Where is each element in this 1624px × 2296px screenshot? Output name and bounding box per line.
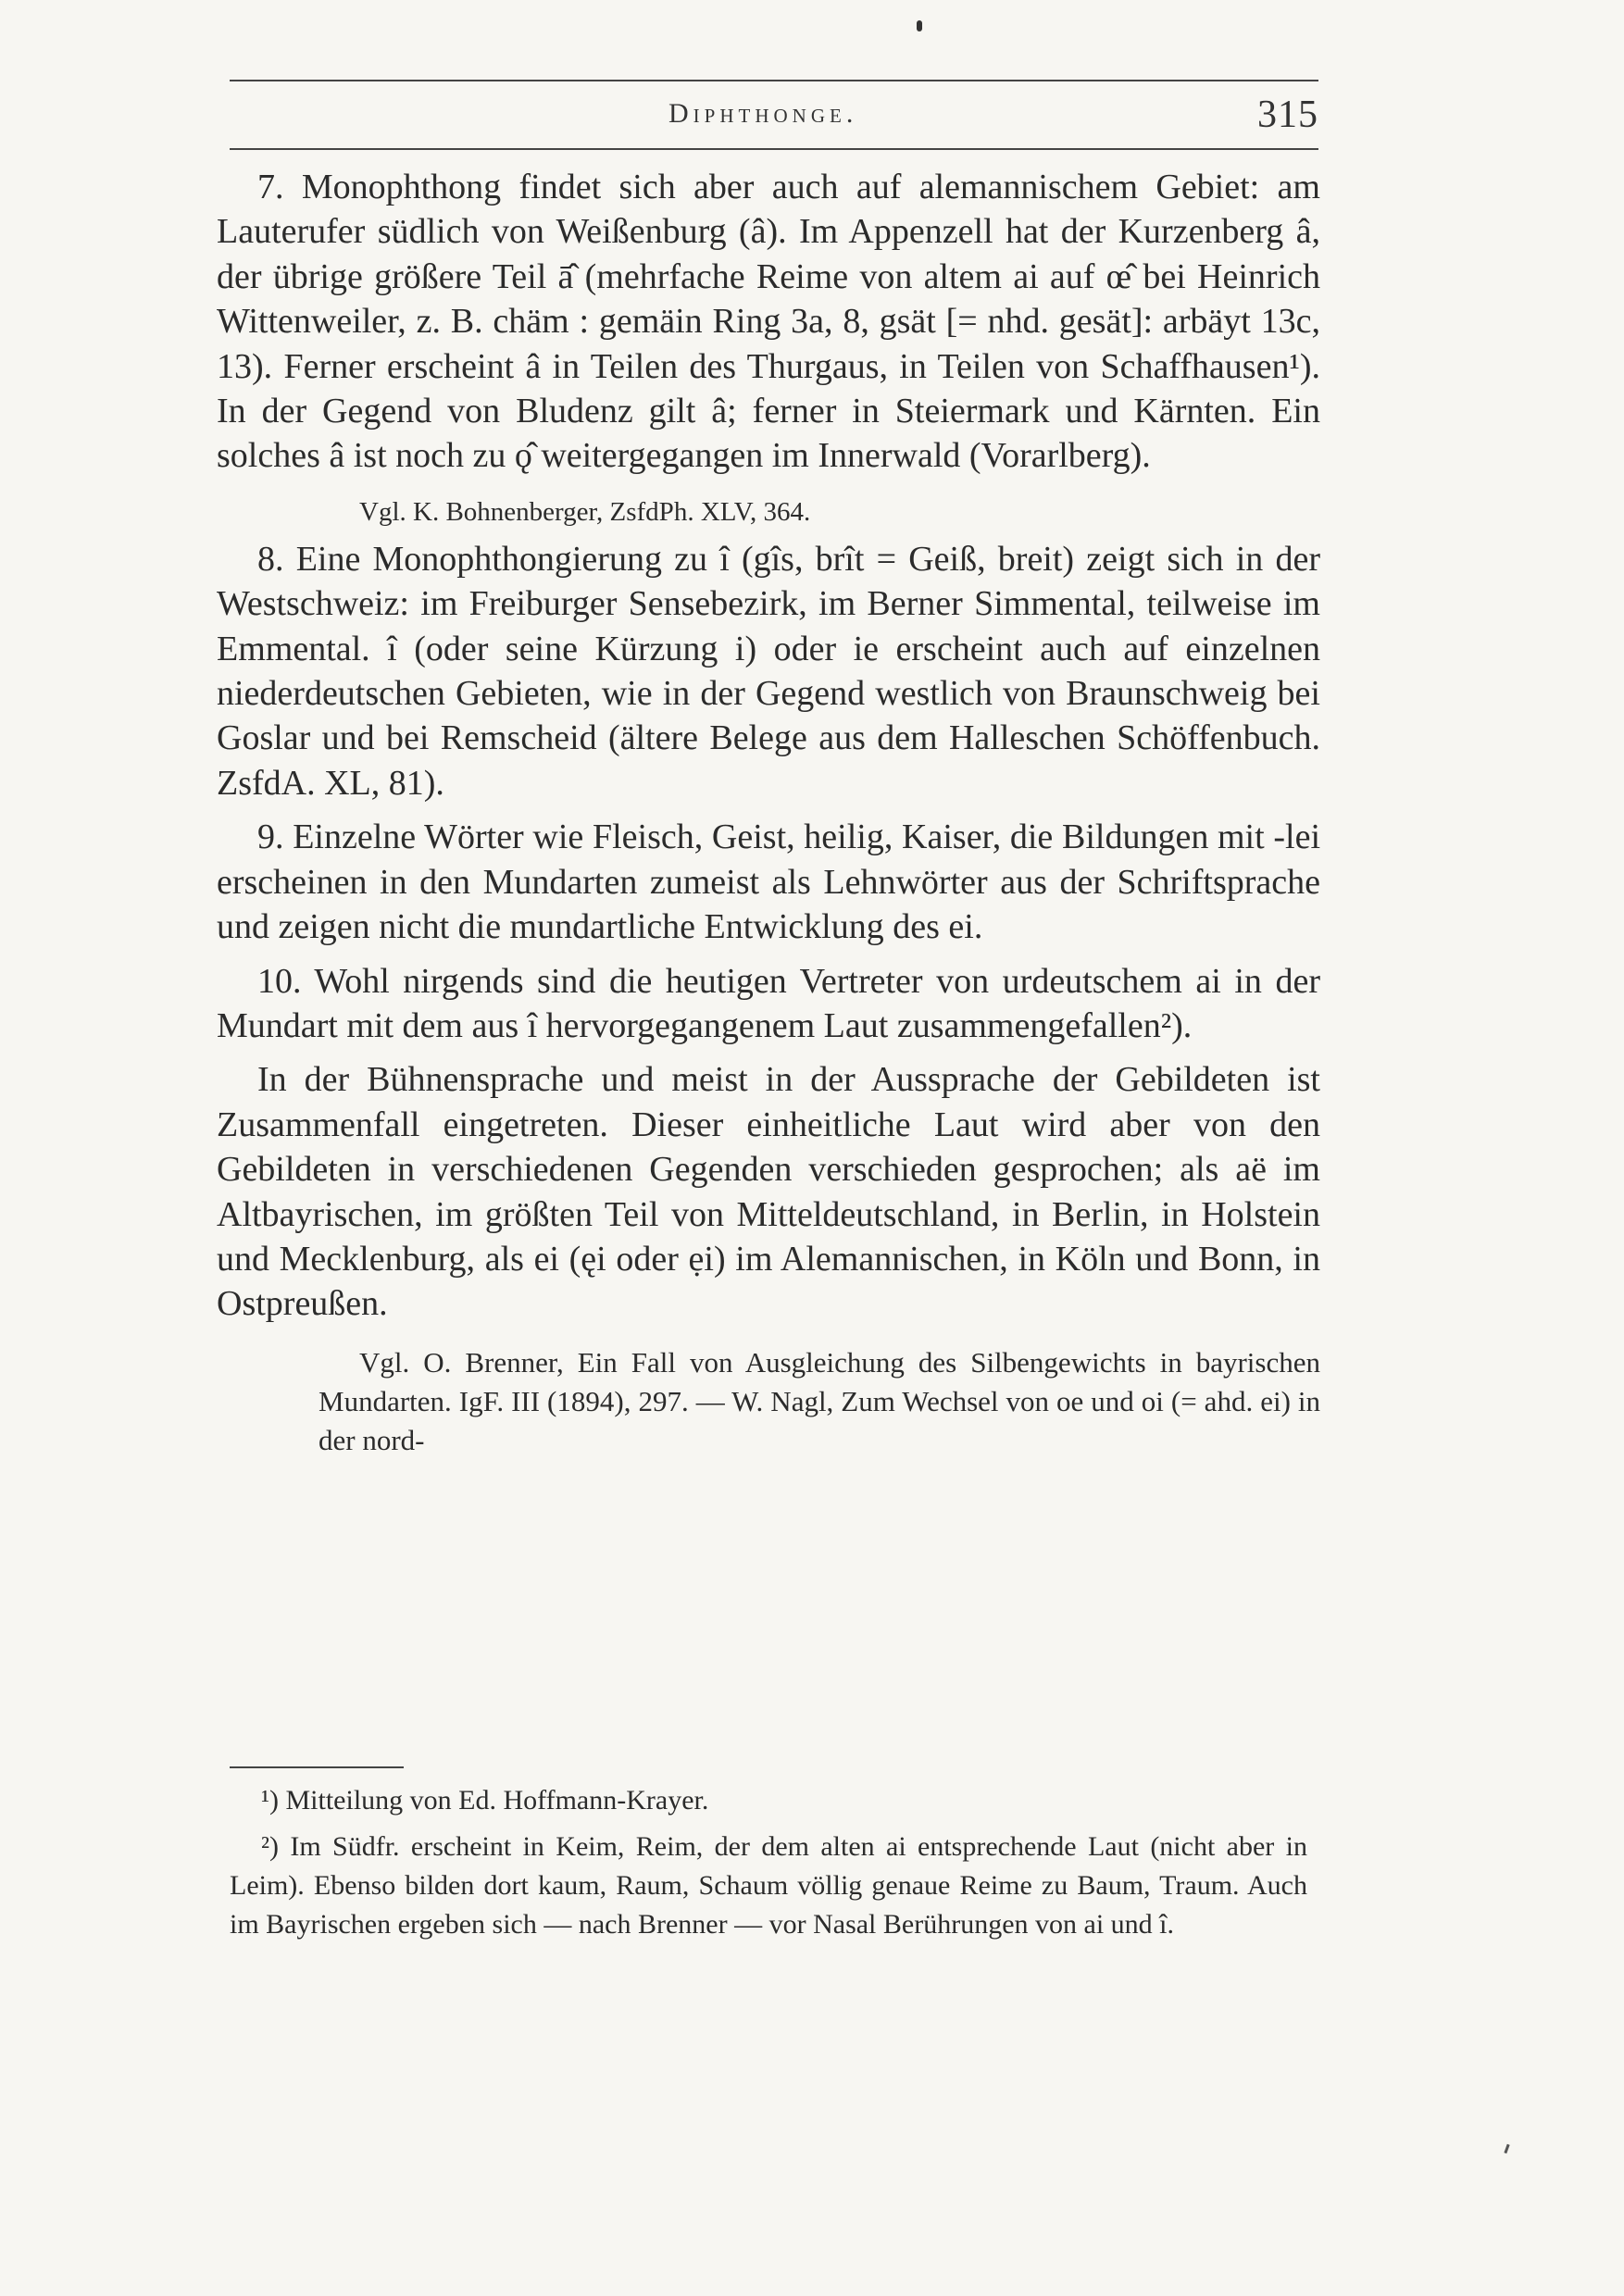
footnote-2: ²) Im Südfr. erscheint in Keim, Reim, der dem alten ai entsprechende Laut (nicht aber in Leim). Ebenso bilden dort kaum, Raum, Schaum völlig genaue Reime zu Baum, Traum. Auch im Bayrischen ergeben sich — nach Brenner — vor Nasal Berührungen von ai und î. [230, 1831, 1307, 1940]
paragraph-7: 7. Monophthong findet sich aber auch auf alemannischem Gebiet: am Lauterufer südlich von Weißenburg (â). Im Appenzell hat der Kurzenberg â, der übrige größere Teil ā̂ (mehrfache Reime von altem ai auf œ̂ bei Heinrich Wittenweiler, z. B. chäm : gemäin Ring 3a, 8, gsät [= nhd. gesät]: arbäyt 13c, 13). Ferner erscheint â in Teilen des Thurgaus, in Teilen von Schaffhausen¹). In der Gegend von Bludenz gilt â; ferner in Steiermark und Kärnten. Ein solches â ist noch zu ǫ̂ weitergegangen im Innerwald (Vorarlberg). [217, 168, 1320, 476]
top-rule [230, 80, 1318, 81]
paragraph-9: 9. Einzelne Wörter wie Fleisch, Geist, heilig, Kaiser, die Bildungen mit -lei erscheinen in den Mundarten zumeist als Lehnwörter aus der Schriftsprache und zeigen nicht die mundartliche Entwicklung des ei. [217, 817, 1320, 947]
main-text [217, 165, 1320, 1460]
paragraph-10: 10. Wohl nirgends sind die heutigen Vertreter von urdeutschem ai in der Mundart mit dem aus î hervorgegangenem Laut zusammengefallen²). [217, 961, 1320, 1045]
paragraph-8: 8. Eine Monophthongierung zu î (gîs, brît = Geiß, breit) zeigt sich in der Westschweiz: im Freiburger Sensebezirk, im Berner Simmental, teilweise im Emmental. î (oder seine Kürzung i) oder ie erscheint auch auf einzelnen niederdeutschen Gebieten, wie in der Gegend westlich von Braunschweig bei Goslar und bei Remscheid (ältere Belege aus dem Halleschen Schöffenbuch. ZsfdA. XL, 81). [217, 539, 1320, 803]
page-number: 315 [1257, 94, 1318, 136]
footnotes [230, 1781, 1307, 1944]
header-rule [230, 148, 1318, 150]
running-header [230, 96, 1318, 146]
ink-speck [917, 20, 922, 31]
ink-speck-bottom [1504, 2144, 1509, 2153]
reference-brenner-nagl: Vgl. O. Brenner, Ein Fall von Ausgleichung des Silbengewichts in bayrischen Mundarten. IgF. III (1894), 297. — W. Nagl, Zum Wechsel von oe und oi (= ahd. ei) in der nord- [319, 1345, 1320, 1456]
reference-bohnenberger: Vgl. K. Bohnenberger, ZsfdPh. XLV, 364. [359, 496, 811, 527]
footnote-rule [230, 1766, 404, 1768]
footnote-1: ¹) Mitteilung von Ed. Hoffmann-Krayer. [261, 1785, 709, 1816]
paragraph-buehnensprache: In der Bühnensprache und meist in der Aussprache der Gebildeten ist Zusammenfall eingetreten. Dieser einheitliche Laut wird aber von den Gebildeten in verschiedenen Gegenden verschieden gesprochen; als aë im Altbayrischen, im größten Teil von Mitteldeutschland, in Berlin, in Holstein und Mecklenburg, als ei (ęi oder ẹi) im Alemannischen, in Köln und Bonn, in Ostpreußen. [217, 1060, 1320, 1324]
running-title: Diphthonge. [668, 98, 858, 129]
